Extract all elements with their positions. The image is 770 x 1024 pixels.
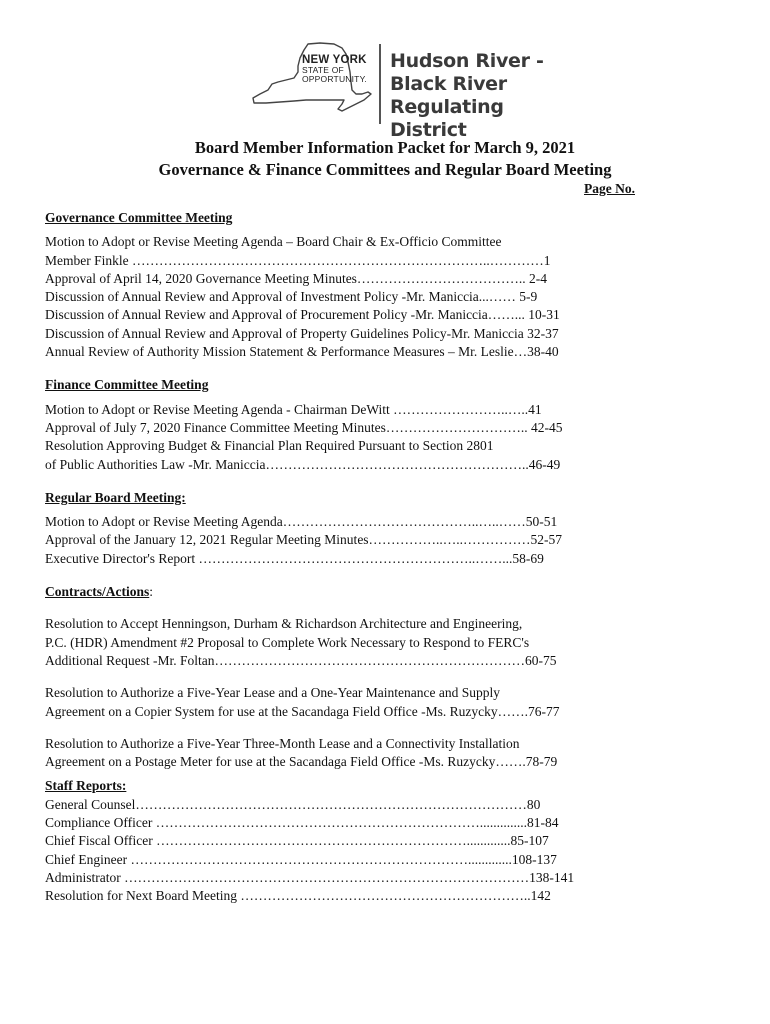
staff-reports-heading: Staff Reports: [45, 778, 127, 794]
ny-wordmark-line1: NEW YORK [302, 54, 367, 66]
logo-divider [379, 44, 381, 124]
regular-board-heading: Regular Board Meeting: [45, 489, 186, 505]
contract-item-hdr [45, 615, 645, 670]
regular-board-list [45, 513, 645, 568]
list-item: of Public Authorities Law -Mr. Maniccia…………………………………………………..46-49 [45, 456, 561, 472]
list-item: Resolution to Accept Henningson, Durham & Richardson Architecture and Engineering, [45, 616, 523, 632]
list-item: Compliance Officer ………………………………………………………………..............81-84 [45, 815, 559, 831]
list-item: Member Finkle ……………………………………………………………………..…………1 [45, 252, 551, 268]
list-item: Additional Request -Mr. Foltan……………………………………………………………60-75 [45, 652, 557, 668]
list-item: P.C. (HDR) Amendment #2 Proposal to Complete Work Necessary to Respond to FERC's [45, 634, 530, 650]
list-item: Chief Engineer ………………………………………………………………….............108-137 [45, 851, 557, 867]
logo [250, 40, 580, 141]
district-name-line3: Regulating District [390, 96, 504, 141]
list-item: Executive Director's Report ……………………………………………………..……...58-69 [45, 550, 544, 566]
list-item: Resolution to Authorize a Five-Year Three-Month Lease and a Connectivity Installation [45, 735, 520, 751]
list-item: Approval of July 7, 2020 Finance Committee Meeting Minutes………………………….. 42-45 [45, 419, 563, 435]
contracts-heading-line [45, 583, 645, 601]
finance-list [45, 401, 645, 474]
list-item: Chief Fiscal Officer …………………………………………………………….............85-107 [45, 833, 549, 849]
governance-list [45, 233, 645, 361]
list-item: Motion to Adopt or Revise Meeting Agenda – Board Chair & Ex-Officio Committee [45, 234, 502, 250]
list-item: Agreement on a Postage Meter for use at the Sacandaga Field Office -Ms. Ruzycky…….78-79 [45, 754, 558, 770]
list-item: Motion to Adopt or Revise Meeting Agenda……………………………………..…..……50-51 [45, 514, 558, 530]
district-name [390, 50, 580, 142]
document-title-line2: Governance & Finance Committees and Regular Board Meeting [158, 160, 612, 179]
list-item: Approval of April 14, 2020 Governance Meeting Minutes……………………………….. 2-4 [45, 270, 548, 286]
contracts-heading: Contracts/Actions [45, 584, 150, 600]
district-name-line1: Hudson River - [390, 50, 544, 72]
list-item: Resolution Approving Budget & Financial Plan Required Pursuant to Section 2801 [45, 438, 494, 454]
list-item: Agreement on a Copier System for use at the Sacandaga Field Office -Ms. Ruzycky…….76-77 [45, 703, 560, 719]
staff-reports-list [45, 796, 645, 906]
list-item: Annual Review of Authority Mission Statement & Performance Measures – Mr. Leslie…38-40 [45, 344, 559, 360]
governance-heading: Governance Committee Meeting [45, 210, 233, 225]
document-title-line1: Board Member Information Packet for March 9, 2021 [194, 138, 576, 157]
ny-state-wordmark [302, 54, 367, 84]
list-item: Discussion of Annual Review and Approval of Property Guidelines Policy-Mr. Maniccia 32-37 [45, 325, 559, 341]
list-item: Approval of the January 12, 2021 Regular Meeting Minutes……………..…..……………52-57 [45, 532, 563, 548]
agenda-content [45, 209, 645, 906]
list-item: Resolution to Authorize a Five-Year Lease and a One-Year Maintenance and Supply [45, 685, 501, 701]
list-item: Discussion of Annual Review and Approval of Procurement Policy -Mr. Maniccia……... 10-31 [45, 307, 560, 323]
list-item: Resolution for Next Board Meeting ………………………………………………………..142 [45, 888, 551, 904]
finance-heading: Finance Committee Meeting [45, 377, 209, 393]
list-item: Motion to Adopt or Revise Meeting Agenda - Chairman DeWitt ……………………..…..41 [45, 401, 542, 417]
ny-wordmark-line2: STATE OF [302, 65, 344, 75]
list-item: Discussion of Annual Review and Approval of Investment Policy -Mr. Maniccia...…… 5-9 [45, 289, 538, 305]
page-number-header: Page No. [584, 181, 635, 196]
contract-item-postage [45, 735, 645, 772]
ny-wordmark-line3: OPPORTUNITY. [302, 74, 367, 84]
list-item: Administrator ………………………………………………………………………………138-141 [45, 869, 575, 885]
district-name-line2: Black River [390, 73, 507, 95]
contract-item-copier [45, 684, 645, 721]
list-item: General Counsel……………………………………………………………………………80 [45, 796, 541, 812]
contracts-heading-colon: : [149, 584, 154, 600]
